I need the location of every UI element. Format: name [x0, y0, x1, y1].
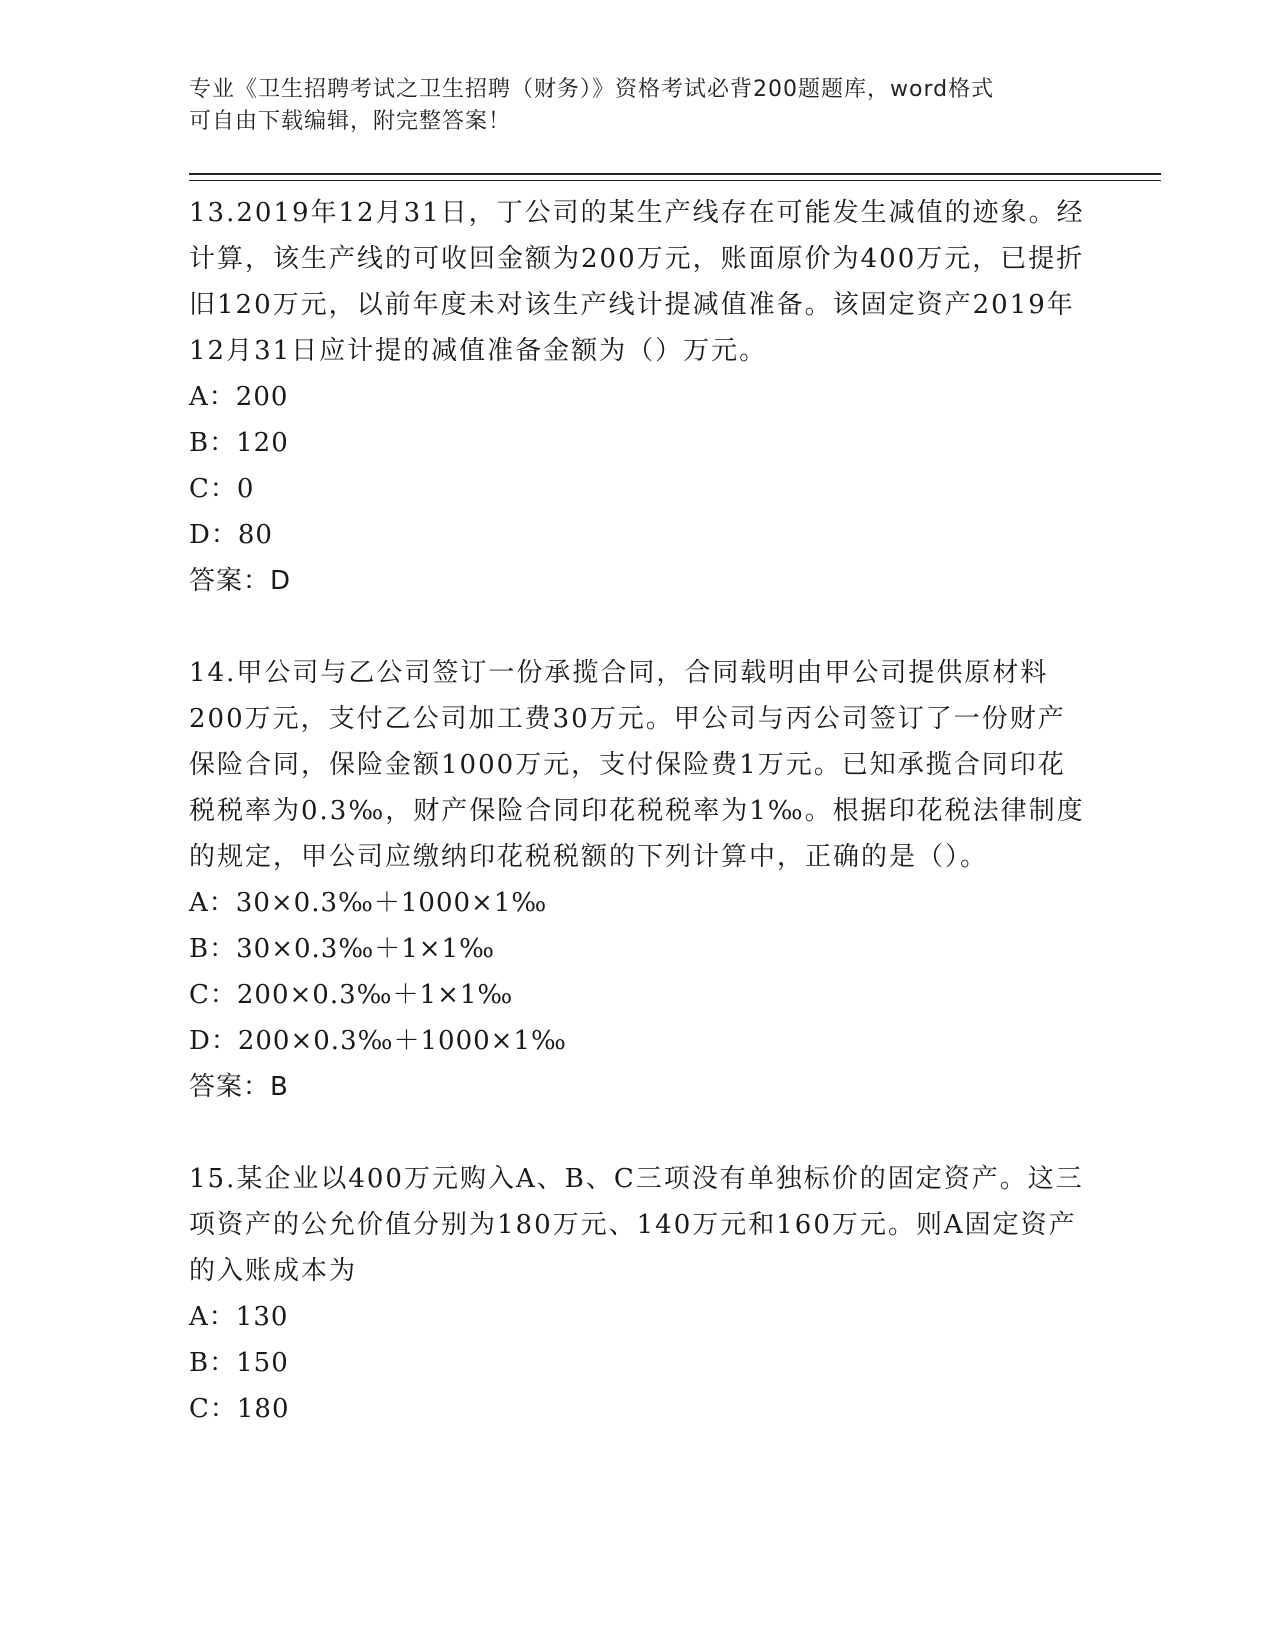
option-d: D：80 [189, 520, 273, 550]
header-divider-thin [189, 180, 1161, 181]
header-line-2: 可自由下载编辑，附完整答案！ [189, 109, 512, 134]
question-13 [189, 190, 1089, 604]
option-c: C：0 [189, 474, 255, 504]
question-14 [189, 650, 1089, 1110]
question-text: 13.2019年12月31日，丁公司的某生产线存在可能发生减值的迹象。经计算，该生产线的可收回金额为200万元，账面原价为400万元，已提折旧120万元，以前年度未对该生产线计提减值准备。该固定资产2019年12月31日应计提的减值准备金额为（）万元。 [189, 198, 1085, 366]
option-c: C：180 [189, 1394, 290, 1424]
option-a: A：130 [189, 1302, 289, 1332]
answer: 答案：B [189, 1072, 289, 1102]
question-list [189, 190, 1089, 1478]
option-a: A：200 [189, 382, 289, 412]
header-divider-thick [189, 173, 1161, 175]
header-line-1: 专业《卫生招聘考试之卫生招聘（财务）》资格考试必背200题题库，word格式 [189, 77, 995, 102]
question-text: 14.甲公司与乙公司签订一份承揽合同，合同载明由甲公司提供原材料200万元，支付乙公司加工费30万元。甲公司与丙公司签订了一份财产保险合同，保险金额1000万元，支付保险费1万元。已知承揽合同印花税税率为0.3‰，财产保险合同印花税税率为1‰。根据印花税法律制度的规定，甲公司应缴纳印花税税额的下列计算中，正确的是（）。 [189, 658, 1085, 872]
answer: 答案：D [189, 566, 292, 596]
question-15 [189, 1156, 1089, 1432]
option-c: C：200×0.3‰＋1×1‰ [189, 980, 514, 1010]
page-header [189, 74, 1089, 138]
option-b: B：30×0.3‰＋1×1‰ [189, 934, 495, 964]
option-a: A：30×0.3‰＋1000×1‰ [189, 888, 548, 918]
question-text: 15.某企业以400万元购入A、B、C三项没有单独标价的固定资产。这三项资产的公允价值分别为180万元、140万元和160万元。则A固定资产的入账成本为 [189, 1164, 1084, 1286]
option-d: D：200×0.3‰＋1000×1‰ [189, 1026, 567, 1056]
option-b: B：120 [189, 428, 289, 458]
option-b: B：150 [189, 1348, 289, 1378]
